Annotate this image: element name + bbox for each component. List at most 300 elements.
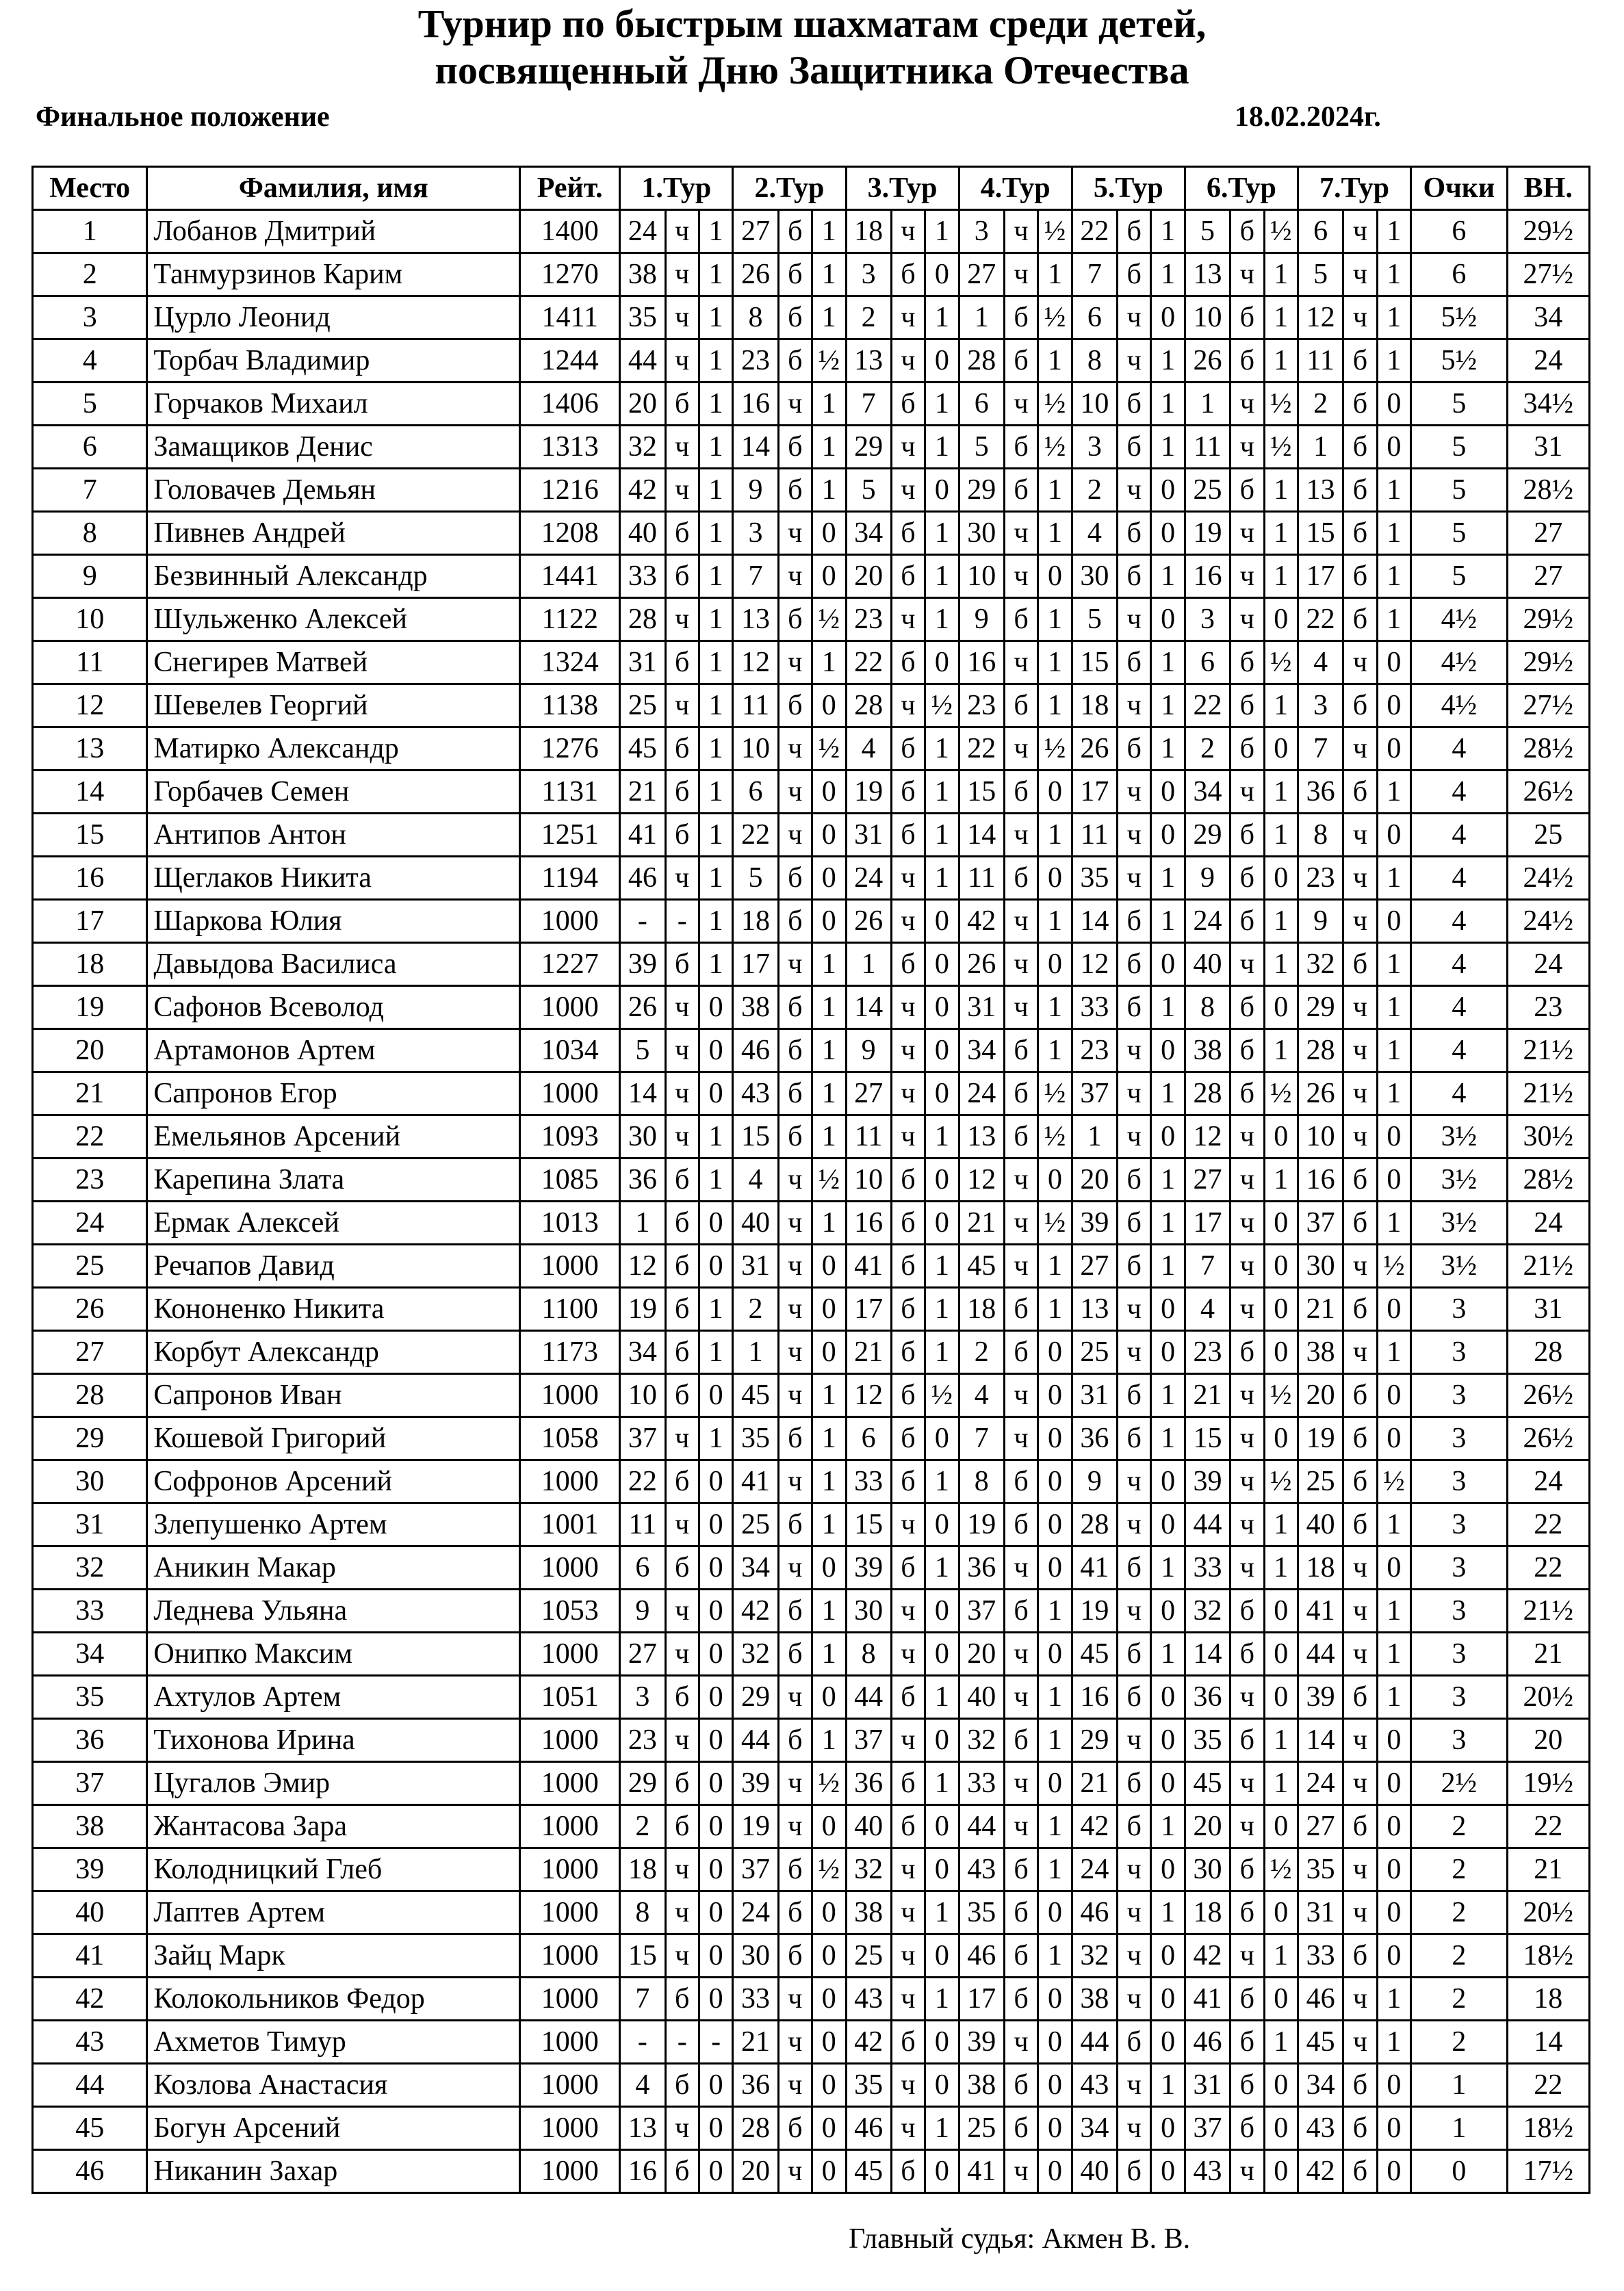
result-cell: ½ bbox=[1264, 1848, 1298, 1891]
place-cell: 23 bbox=[33, 1159, 147, 1202]
opponent-cell: 37 bbox=[1298, 1202, 1343, 1245]
table-row bbox=[33, 771, 1590, 814]
table-row bbox=[33, 900, 1590, 943]
points-cell: 3½ bbox=[1411, 1245, 1507, 1288]
opponent-cell: 21 bbox=[959, 1202, 1004, 1245]
color-cell: б bbox=[1230, 727, 1264, 771]
result-cell: 1 bbox=[1151, 253, 1185, 296]
table-row bbox=[33, 1934, 1590, 1978]
color-cell: б bbox=[1004, 1115, 1037, 1159]
result-cell: 1 bbox=[1151, 555, 1185, 598]
name-cell: Шаркова Юлия bbox=[147, 900, 520, 943]
opponent-cell: 18 bbox=[959, 1288, 1004, 1331]
place-cell: 33 bbox=[33, 1590, 147, 1633]
result-cell: 1 bbox=[1377, 857, 1410, 900]
color-cell: б bbox=[1230, 1978, 1264, 2021]
tiebreak-cell: 22 bbox=[1507, 1805, 1589, 1848]
result-cell: 1 bbox=[699, 943, 732, 986]
color-cell: ч bbox=[778, 1762, 812, 1805]
opponent-cell: 20 bbox=[959, 1633, 1004, 1676]
color-cell: б bbox=[1230, 857, 1264, 900]
opponent-cell: 25 bbox=[846, 1934, 891, 1978]
color-cell: ч bbox=[1004, 1805, 1037, 1848]
points-cell: 2 bbox=[1411, 1978, 1507, 2021]
rating-cell: 1173 bbox=[520, 1331, 620, 1374]
color-cell: б bbox=[891, 1374, 925, 1417]
result-cell: 0 bbox=[1377, 1891, 1410, 1934]
color-cell: ч bbox=[1004, 2150, 1037, 2193]
opponent-cell: 45 bbox=[1185, 1762, 1230, 1805]
result-cell: 1 bbox=[1038, 1805, 1072, 1848]
color-cell: ч bbox=[665, 1072, 699, 1115]
color-cell: ч bbox=[1343, 1848, 1377, 1891]
color-cell: б bbox=[1343, 1288, 1377, 1331]
points-cell: 3 bbox=[1411, 1288, 1507, 1331]
table-row bbox=[33, 1288, 1590, 1331]
color-cell: б bbox=[1118, 1762, 1151, 1805]
result-cell: 0 bbox=[1151, 1460, 1185, 1503]
opponent-cell: 13 bbox=[1298, 469, 1343, 512]
opponent-cell: 1 bbox=[733, 1331, 778, 1374]
color-cell: ч bbox=[1118, 1934, 1151, 1978]
result-cell: 1 bbox=[1151, 986, 1185, 1029]
opponent-cell: 15 bbox=[1298, 512, 1343, 555]
color-cell: б bbox=[778, 339, 812, 383]
result-cell: ½ bbox=[1038, 383, 1072, 426]
color-cell: б bbox=[1004, 2064, 1037, 2107]
opponent-cell: 24 bbox=[846, 857, 891, 900]
tiebreak-cell: 31 bbox=[1507, 426, 1589, 469]
opponent-cell: 31 bbox=[959, 986, 1004, 1029]
color-cell: ч bbox=[1004, 1633, 1037, 1676]
opponent-cell: 16 bbox=[959, 641, 1004, 684]
color-cell: б bbox=[1118, 1633, 1151, 1676]
opponent-cell: 44 bbox=[620, 339, 665, 383]
color-cell: б bbox=[778, 296, 812, 339]
opponent-cell: 6 bbox=[846, 1417, 891, 1460]
color-cell: б bbox=[1118, 2021, 1151, 2064]
color-cell: ч bbox=[1343, 1072, 1377, 1115]
color-cell: б bbox=[1343, 598, 1377, 641]
table-row bbox=[33, 1202, 1590, 1245]
name-cell: Цугалов Эмир bbox=[147, 1762, 520, 1805]
opponent-cell: 29 bbox=[959, 469, 1004, 512]
color-cell: ч bbox=[891, 857, 925, 900]
result-cell: 1 bbox=[1151, 1546, 1185, 1590]
rating-cell: 1227 bbox=[520, 943, 620, 986]
opponent-cell: 28 bbox=[1072, 1503, 1117, 1546]
color-cell: ч bbox=[891, 684, 925, 727]
opponent-cell: 15 bbox=[846, 1503, 891, 1546]
tiebreak-cell: 30½ bbox=[1507, 1115, 1589, 1159]
color-cell: б bbox=[665, 727, 699, 771]
color-cell: ч bbox=[891, 1719, 925, 1762]
opponent-cell: 14 bbox=[959, 814, 1004, 857]
opponent-cell: 39 bbox=[1185, 1460, 1230, 1503]
standings-table bbox=[31, 166, 1590, 2194]
result-cell: 0 bbox=[1151, 2107, 1185, 2150]
opponent-cell: 39 bbox=[1072, 1202, 1117, 1245]
color-cell: б bbox=[1004, 1029, 1037, 1072]
name-cell: Злепушенко Артем bbox=[147, 1503, 520, 1546]
result-cell: 0 bbox=[699, 1374, 732, 1417]
rating-cell: 1000 bbox=[520, 1891, 620, 1934]
opponent-cell: 2 bbox=[846, 296, 891, 339]
color-cell: б bbox=[778, 1590, 812, 1633]
tiebreak-cell: 18½ bbox=[1507, 2107, 1589, 2150]
color-cell: ч bbox=[1343, 1245, 1377, 1288]
points-cell: 4 bbox=[1411, 986, 1507, 1029]
rating-cell: 1000 bbox=[520, 1762, 620, 1805]
place-cell: 16 bbox=[33, 857, 147, 900]
opponent-cell: 30 bbox=[959, 512, 1004, 555]
result-cell: 1 bbox=[1038, 1245, 1072, 1288]
color-cell: ч bbox=[1230, 771, 1264, 814]
result-cell: 1 bbox=[1377, 253, 1410, 296]
color-cell: ч bbox=[1230, 1805, 1264, 1848]
color-cell: ч bbox=[1343, 986, 1377, 1029]
color-cell: ч bbox=[1118, 2064, 1151, 2107]
color-cell: б bbox=[1343, 1676, 1377, 1719]
opponent-cell: 37 bbox=[846, 1719, 891, 1762]
opponent-cell: 41 bbox=[846, 1245, 891, 1288]
color-cell: б bbox=[778, 2107, 812, 2150]
result-cell: 1 bbox=[1264, 943, 1298, 986]
opponent-cell: 11 bbox=[1072, 814, 1117, 857]
result-cell: 0 bbox=[925, 943, 959, 986]
color-cell: б bbox=[891, 1460, 925, 1503]
opponent-cell: 12 bbox=[1072, 943, 1117, 986]
points-cell: 3 bbox=[1411, 1331, 1507, 1374]
table-row bbox=[33, 727, 1590, 771]
color-cell: б bbox=[1004, 1503, 1037, 1546]
color-cell: б bbox=[1230, 900, 1264, 943]
color-cell: ч bbox=[891, 296, 925, 339]
result-cell: 0 bbox=[1038, 1633, 1072, 1676]
color-cell: б bbox=[778, 900, 812, 943]
color-cell: б bbox=[891, 814, 925, 857]
place-cell: 21 bbox=[33, 1072, 147, 1115]
tiebreak-cell: 24 bbox=[1507, 1460, 1589, 1503]
tiebreak-cell: 24 bbox=[1507, 339, 1589, 383]
opponent-cell: 44 bbox=[846, 1676, 891, 1719]
result-cell: 0 bbox=[925, 1719, 959, 1762]
opponent-cell: 26 bbox=[959, 943, 1004, 986]
result-cell: ½ bbox=[1038, 1072, 1072, 1115]
result-cell: 1 bbox=[699, 598, 732, 641]
color-cell: ч bbox=[1004, 900, 1037, 943]
result-cell: 1 bbox=[699, 857, 732, 900]
color-cell: ч bbox=[891, 1115, 925, 1159]
color-cell: б bbox=[891, 555, 925, 598]
color-cell: ч bbox=[778, 727, 812, 771]
rating-cell: 1411 bbox=[520, 296, 620, 339]
place-cell: 30 bbox=[33, 1460, 147, 1503]
color-cell: ч bbox=[1230, 1460, 1264, 1503]
table-row bbox=[33, 1978, 1590, 2021]
result-cell: 1 bbox=[1151, 1891, 1185, 1934]
opponent-cell: 27 bbox=[959, 253, 1004, 296]
color-cell: б bbox=[1004, 1978, 1037, 2021]
result-cell: ½ bbox=[812, 1159, 846, 1202]
result-cell: 1 bbox=[1038, 469, 1072, 512]
opponent-cell: 30 bbox=[1185, 1848, 1230, 1891]
opponent-cell: 32 bbox=[733, 1633, 778, 1676]
color-cell: б bbox=[1118, 426, 1151, 469]
rating-cell: 1324 bbox=[520, 641, 620, 684]
result-cell: 0 bbox=[812, 1978, 846, 2021]
place-cell: 36 bbox=[33, 1719, 147, 1762]
rating-cell: 1276 bbox=[520, 727, 620, 771]
opponent-cell: 15 bbox=[733, 1115, 778, 1159]
color-cell: ч bbox=[891, 1503, 925, 1546]
result-cell: 1 bbox=[1264, 469, 1298, 512]
opponent-cell: 40 bbox=[1072, 2150, 1117, 2193]
points-cell: 2 bbox=[1411, 1848, 1507, 1891]
opponent-cell: 30 bbox=[1298, 1245, 1343, 1288]
color-cell: ч bbox=[891, 2064, 925, 2107]
result-cell: 1 bbox=[699, 339, 732, 383]
result-cell: 1 bbox=[1377, 1503, 1410, 1546]
place-cell: 34 bbox=[33, 1633, 147, 1676]
opponent-cell: 16 bbox=[620, 2150, 665, 2193]
opponent-cell: 44 bbox=[1185, 1503, 1230, 1546]
result-cell: 1 bbox=[812, 383, 846, 426]
opponent-cell: 22 bbox=[959, 727, 1004, 771]
color-cell: ч bbox=[1118, 296, 1151, 339]
opponent-cell: 31 bbox=[1072, 1374, 1117, 1417]
color-cell: б bbox=[1230, 210, 1264, 253]
result-cell: 0 bbox=[1264, 1331, 1298, 1374]
opponent-cell: 40 bbox=[846, 1805, 891, 1848]
points-cell: 3½ bbox=[1411, 1115, 1507, 1159]
color-cell: ч bbox=[665, 210, 699, 253]
table-row bbox=[33, 2064, 1590, 2107]
opponent-cell: 10 bbox=[1072, 383, 1117, 426]
result-cell: 0 bbox=[925, 1805, 959, 1848]
opponent-cell: 41 bbox=[959, 2150, 1004, 2193]
rating-cell: 1000 bbox=[520, 2107, 620, 2150]
name-cell: Сафонов Всеволод bbox=[147, 986, 520, 1029]
tiebreak-cell: 27 bbox=[1507, 512, 1589, 555]
opponent-cell: 13 bbox=[846, 339, 891, 383]
color-cell: ч bbox=[1343, 1115, 1377, 1159]
result-cell: 1 bbox=[1151, 1202, 1185, 1245]
points-cell: 6 bbox=[1411, 253, 1507, 296]
color-cell: б bbox=[665, 771, 699, 814]
color-cell: б bbox=[1118, 1202, 1151, 1245]
color-cell: ч bbox=[1004, 1417, 1037, 1460]
points-cell: 3 bbox=[1411, 1417, 1507, 1460]
result-cell: 0 bbox=[1038, 1978, 1072, 2021]
name-cell: Богун Арсений bbox=[147, 2107, 520, 2150]
place-cell: 7 bbox=[33, 469, 147, 512]
rating-cell: 1400 bbox=[520, 210, 620, 253]
result-cell: 0 bbox=[1264, 727, 1298, 771]
result-cell: 0 bbox=[1151, 1029, 1185, 1072]
result-cell: 1 bbox=[1151, 1633, 1185, 1676]
color-cell: б bbox=[891, 383, 925, 426]
result-cell: 0 bbox=[1151, 1288, 1185, 1331]
name-cell: Сапронов Егор bbox=[147, 1072, 520, 1115]
result-cell: 1 bbox=[1038, 598, 1072, 641]
result-cell: 0 bbox=[812, 1891, 846, 1934]
result-cell: 1 bbox=[1038, 1934, 1072, 1978]
tiebreak-cell: 27 bbox=[1507, 555, 1589, 598]
color-cell: б bbox=[665, 943, 699, 986]
color-cell: ч bbox=[778, 1202, 812, 1245]
color-cell: ч bbox=[1230, 1245, 1264, 1288]
color-cell: б bbox=[778, 210, 812, 253]
result-cell: 1 bbox=[925, 857, 959, 900]
result-cell: 1 bbox=[812, 426, 846, 469]
place-cell: 43 bbox=[33, 2021, 147, 2064]
result-cell: 0 bbox=[1038, 1503, 1072, 1546]
color-cell: б bbox=[1118, 986, 1151, 1029]
result-cell: 1 bbox=[1151, 1805, 1185, 1848]
opponent-cell: 41 bbox=[620, 814, 665, 857]
opponent-cell: 34 bbox=[846, 512, 891, 555]
result-cell: 0 bbox=[1377, 2107, 1410, 2150]
tiebreak-cell: 34 bbox=[1507, 296, 1589, 339]
opponent-cell: 4 bbox=[959, 1374, 1004, 1417]
color-cell: б bbox=[1230, 1719, 1264, 1762]
header-round-4: 4.Тур bbox=[959, 167, 1072, 210]
opponent-cell: 17 bbox=[1185, 1202, 1230, 1245]
opponent-cell: 30 bbox=[1072, 555, 1117, 598]
color-cell: ч bbox=[1118, 2107, 1151, 2150]
color-cell: б bbox=[778, 426, 812, 469]
color-cell: б bbox=[1004, 1719, 1037, 1762]
result-cell: 1 bbox=[1264, 1719, 1298, 1762]
opponent-cell: 40 bbox=[1298, 1503, 1343, 1546]
points-cell: 3½ bbox=[1411, 1202, 1507, 1245]
name-cell: Матирко Александр bbox=[147, 727, 520, 771]
opponent-cell: 27 bbox=[846, 1072, 891, 1115]
color-cell: ч bbox=[665, 1719, 699, 1762]
rating-cell: 1000 bbox=[520, 1460, 620, 1503]
table-row bbox=[33, 1546, 1590, 1590]
result-cell: 1 bbox=[812, 986, 846, 1029]
rating-cell: 1000 bbox=[520, 986, 620, 1029]
opponent-cell: 24 bbox=[733, 1891, 778, 1934]
result-cell: - bbox=[699, 2021, 732, 2064]
result-cell: 0 bbox=[1377, 900, 1410, 943]
result-cell: 1 bbox=[812, 1503, 846, 1546]
name-cell: Шульженко Алексей bbox=[147, 598, 520, 641]
result-cell: 1 bbox=[812, 1417, 846, 1460]
result-cell: 1 bbox=[812, 641, 846, 684]
place-cell: 4 bbox=[33, 339, 147, 383]
color-cell: б bbox=[1004, 426, 1037, 469]
rating-cell: 1000 bbox=[520, 1633, 620, 1676]
color-cell: ч bbox=[1118, 1891, 1151, 1934]
result-cell: 0 bbox=[1038, 2107, 1072, 2150]
tiebreak-cell: 22 bbox=[1507, 1546, 1589, 1590]
opponent-cell: 26 bbox=[733, 253, 778, 296]
result-cell: 0 bbox=[699, 1546, 732, 1590]
color-cell: б bbox=[1118, 1805, 1151, 1848]
result-cell: 1 bbox=[1377, 986, 1410, 1029]
place-cell: 41 bbox=[33, 1934, 147, 1978]
opponent-cell: 30 bbox=[846, 1590, 891, 1633]
opponent-cell: 18 bbox=[1185, 1891, 1230, 1934]
name-cell: Карепина Злата bbox=[147, 1159, 520, 1202]
result-cell: 1 bbox=[925, 296, 959, 339]
opponent-cell: 23 bbox=[733, 339, 778, 383]
result-cell: 0 bbox=[925, 1417, 959, 1460]
result-cell: 1 bbox=[1038, 1029, 1072, 1072]
opponent-cell: 9 bbox=[1072, 1460, 1117, 1503]
result-cell: 1 bbox=[699, 1288, 732, 1331]
color-cell: б bbox=[778, 1848, 812, 1891]
color-cell: б bbox=[1004, 296, 1037, 339]
color-cell: б bbox=[891, 1331, 925, 1374]
rating-cell: 1000 bbox=[520, 2064, 620, 2107]
opponent-cell: 35 bbox=[620, 296, 665, 339]
color-cell: б bbox=[778, 684, 812, 727]
result-cell: 1 bbox=[1151, 1072, 1185, 1115]
opponent-cell: 37 bbox=[959, 1590, 1004, 1633]
result-cell: 0 bbox=[1377, 641, 1410, 684]
result-cell: 0 bbox=[1151, 469, 1185, 512]
opponent-cell: 39 bbox=[959, 2021, 1004, 2064]
result-cell: 0 bbox=[1151, 512, 1185, 555]
result-cell: 1 bbox=[925, 1891, 959, 1934]
opponent-cell: 36 bbox=[846, 1762, 891, 1805]
result-cell: 0 bbox=[812, 2107, 846, 2150]
opponent-cell: 26 bbox=[1298, 1072, 1343, 1115]
result-cell: 1 bbox=[1377, 1590, 1410, 1633]
color-cell: б bbox=[1004, 1590, 1037, 1633]
color-cell: б bbox=[665, 555, 699, 598]
result-cell: 1 bbox=[925, 814, 959, 857]
opponent-cell: 26 bbox=[1185, 339, 1230, 383]
table-row bbox=[33, 1805, 1590, 1848]
result-cell: ½ bbox=[1264, 1460, 1298, 1503]
opponent-cell: 33 bbox=[733, 1978, 778, 2021]
place-cell: 2 bbox=[33, 253, 147, 296]
opponent-cell: 1 bbox=[1185, 383, 1230, 426]
opponent-cell: 4 bbox=[846, 727, 891, 771]
color-cell: ч bbox=[1343, 1633, 1377, 1676]
result-cell: 1 bbox=[699, 1159, 732, 1202]
rating-cell: 1053 bbox=[520, 1590, 620, 1633]
opponent-cell: 1 bbox=[1072, 1115, 1117, 1159]
opponent-cell: 42 bbox=[846, 2021, 891, 2064]
result-cell: 0 bbox=[925, 1159, 959, 1202]
color-cell: б bbox=[891, 771, 925, 814]
color-cell: ч bbox=[1230, 1288, 1264, 1331]
name-cell: Зайц Марк bbox=[147, 1934, 520, 1978]
points-cell: 2 bbox=[1411, 1934, 1507, 1978]
result-cell: 1 bbox=[1264, 512, 1298, 555]
color-cell: ч bbox=[1343, 296, 1377, 339]
opponent-cell: 23 bbox=[620, 1719, 665, 1762]
opponent-cell: 19 bbox=[1298, 1417, 1343, 1460]
color-cell: б bbox=[1343, 2064, 1377, 2107]
result-cell: 0 bbox=[925, 986, 959, 1029]
color-cell: б bbox=[778, 857, 812, 900]
color-cell: б bbox=[1118, 1245, 1151, 1288]
result-cell: ½ bbox=[812, 1762, 846, 1805]
table-row bbox=[33, 210, 1590, 253]
color-cell: б bbox=[778, 1934, 812, 1978]
opponent-cell: 45 bbox=[1072, 1633, 1117, 1676]
opponent-cell: 45 bbox=[620, 727, 665, 771]
result-cell: 0 bbox=[812, 900, 846, 943]
points-cell: 4 bbox=[1411, 771, 1507, 814]
